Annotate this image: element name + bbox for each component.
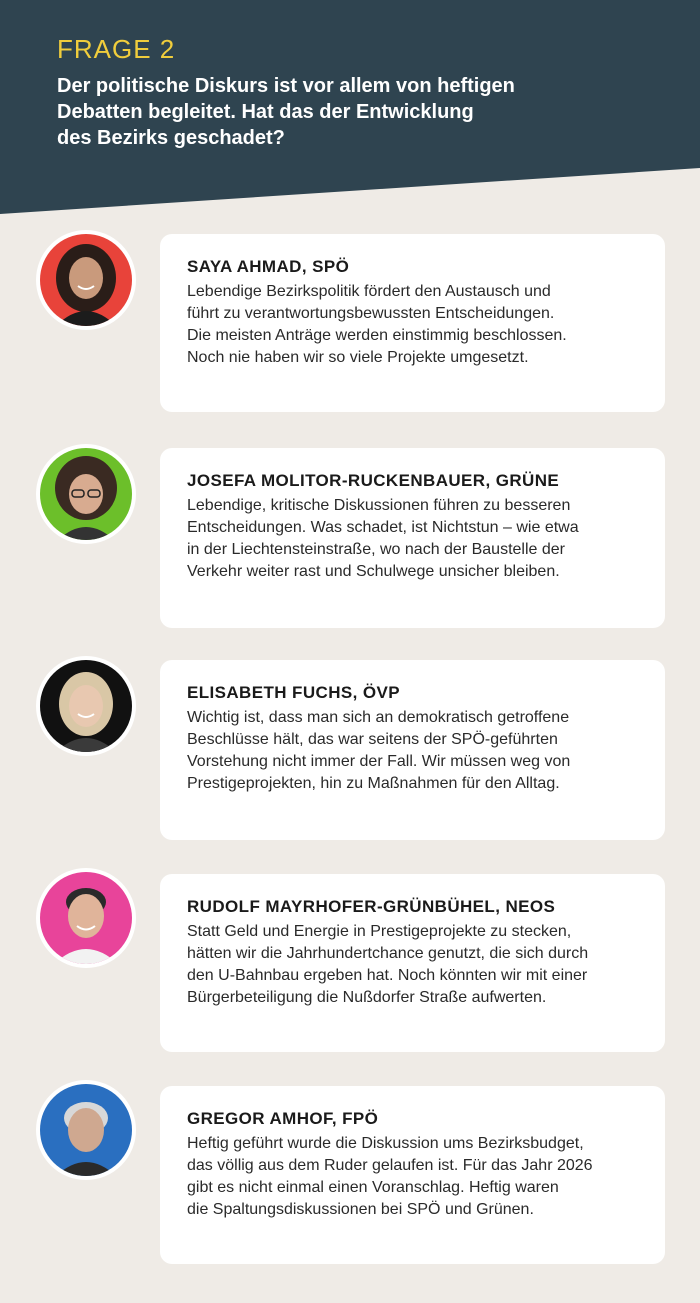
- question-line: des Bezirks geschadet?: [57, 127, 285, 149]
- answer-line: das völlig aus dem Ruder gelaufen ist. Für das Jahr 2026: [187, 1157, 593, 1174]
- answer-line: Heftig geführt wurde die Diskussion ums Bezirksbudget,: [187, 1135, 584, 1152]
- question-label: FRAGE 2: [57, 34, 176, 64]
- answer-line: Prestigeprojekten, hin zu Maßnahmen für den Alltag.: [187, 775, 560, 792]
- answer-line: Bürgerbeteiligung die Nußdorfer Straße aufwerten.: [187, 989, 547, 1006]
- answer-line: Verkehr weiter rast und Schulwege unsicher bleiben.: [187, 563, 560, 580]
- answer-line: Entscheidungen. Was schadet, ist Nichtstun – wie etwa: [187, 519, 579, 536]
- answer-line: Statt Geld und Energie in Prestigeprojekte zu stecken,: [187, 923, 572, 940]
- speaker-name: ELISABETH FUCHS, ÖVP: [187, 683, 400, 702]
- speaker-name: SAYA AHMAD, SPÖ: [187, 257, 350, 276]
- answer-line: Noch nie haben wir so viele Projekte umgesetzt.: [187, 349, 529, 366]
- speaker-name: GREGOR AMHOF, FPÖ: [187, 1109, 379, 1128]
- avatar: [36, 656, 136, 756]
- portrait-icon: [40, 1084, 132, 1176]
- answer-line: gibt es nicht einmal einen Voranschlag. Heftig waren: [187, 1179, 559, 1196]
- portrait-icon: [40, 448, 132, 540]
- answer-line: hätten wir die Jahrhundertchance genutzt, die sich durch: [187, 945, 589, 962]
- answer-line: Lebendige, kritische Diskussionen führen zu besseren: [187, 497, 571, 514]
- answer-card: [160, 1086, 665, 1264]
- answer-line: Vorstehung nicht immer der Fall. Wir müssen weg von: [187, 753, 571, 770]
- answer-line: Beschlüsse hält, das war seitens der SPÖ-geführten: [187, 731, 558, 748]
- question-line: Debatten begleitet. Hat das der Entwicklung: [57, 101, 474, 123]
- avatar: [36, 230, 136, 330]
- question-line: Der politische Diskurs ist vor allem von heftigen: [57, 75, 515, 97]
- answer-line: führt zu verantwortungsbewussten Entscheidungen.: [187, 305, 555, 322]
- answer-line: Lebendige Bezirkspolitik fördert den Austausch und: [187, 283, 551, 300]
- answer-card: [160, 874, 665, 1052]
- portrait-icon: [40, 660, 132, 752]
- answer-line: Wichtig ist, dass man sich an demokratisch getroffene: [187, 709, 570, 726]
- avatar: [36, 444, 136, 544]
- answer-line: in der Liechtensteinstraße, wo nach der Baustelle der: [187, 541, 565, 558]
- speaker-name: RUDOLF MAYRHOFER-GRÜNBÜHEL, NEOS: [187, 897, 556, 916]
- answer-card: [160, 234, 665, 412]
- answer-line: Die meisten Anträge werden einstimmig beschlossen.: [187, 327, 567, 344]
- avatar: [36, 1080, 136, 1180]
- answer-line: den U-Bahnbau ergeben hat. Noch könnten wir mit einer: [187, 967, 588, 984]
- answer-card: [160, 448, 665, 628]
- question-text: [57, 73, 577, 151]
- portrait-icon: [40, 872, 132, 964]
- avatar: [36, 868, 136, 968]
- answer-card: [160, 660, 665, 840]
- answer-line: die Spaltungsdiskussionen bei SPÖ und Grünen.: [187, 1201, 534, 1218]
- speaker-name: JOSEFA MOLITOR-RUCKENBAUER, GRÜNE: [187, 471, 560, 490]
- portrait-icon: [40, 234, 132, 326]
